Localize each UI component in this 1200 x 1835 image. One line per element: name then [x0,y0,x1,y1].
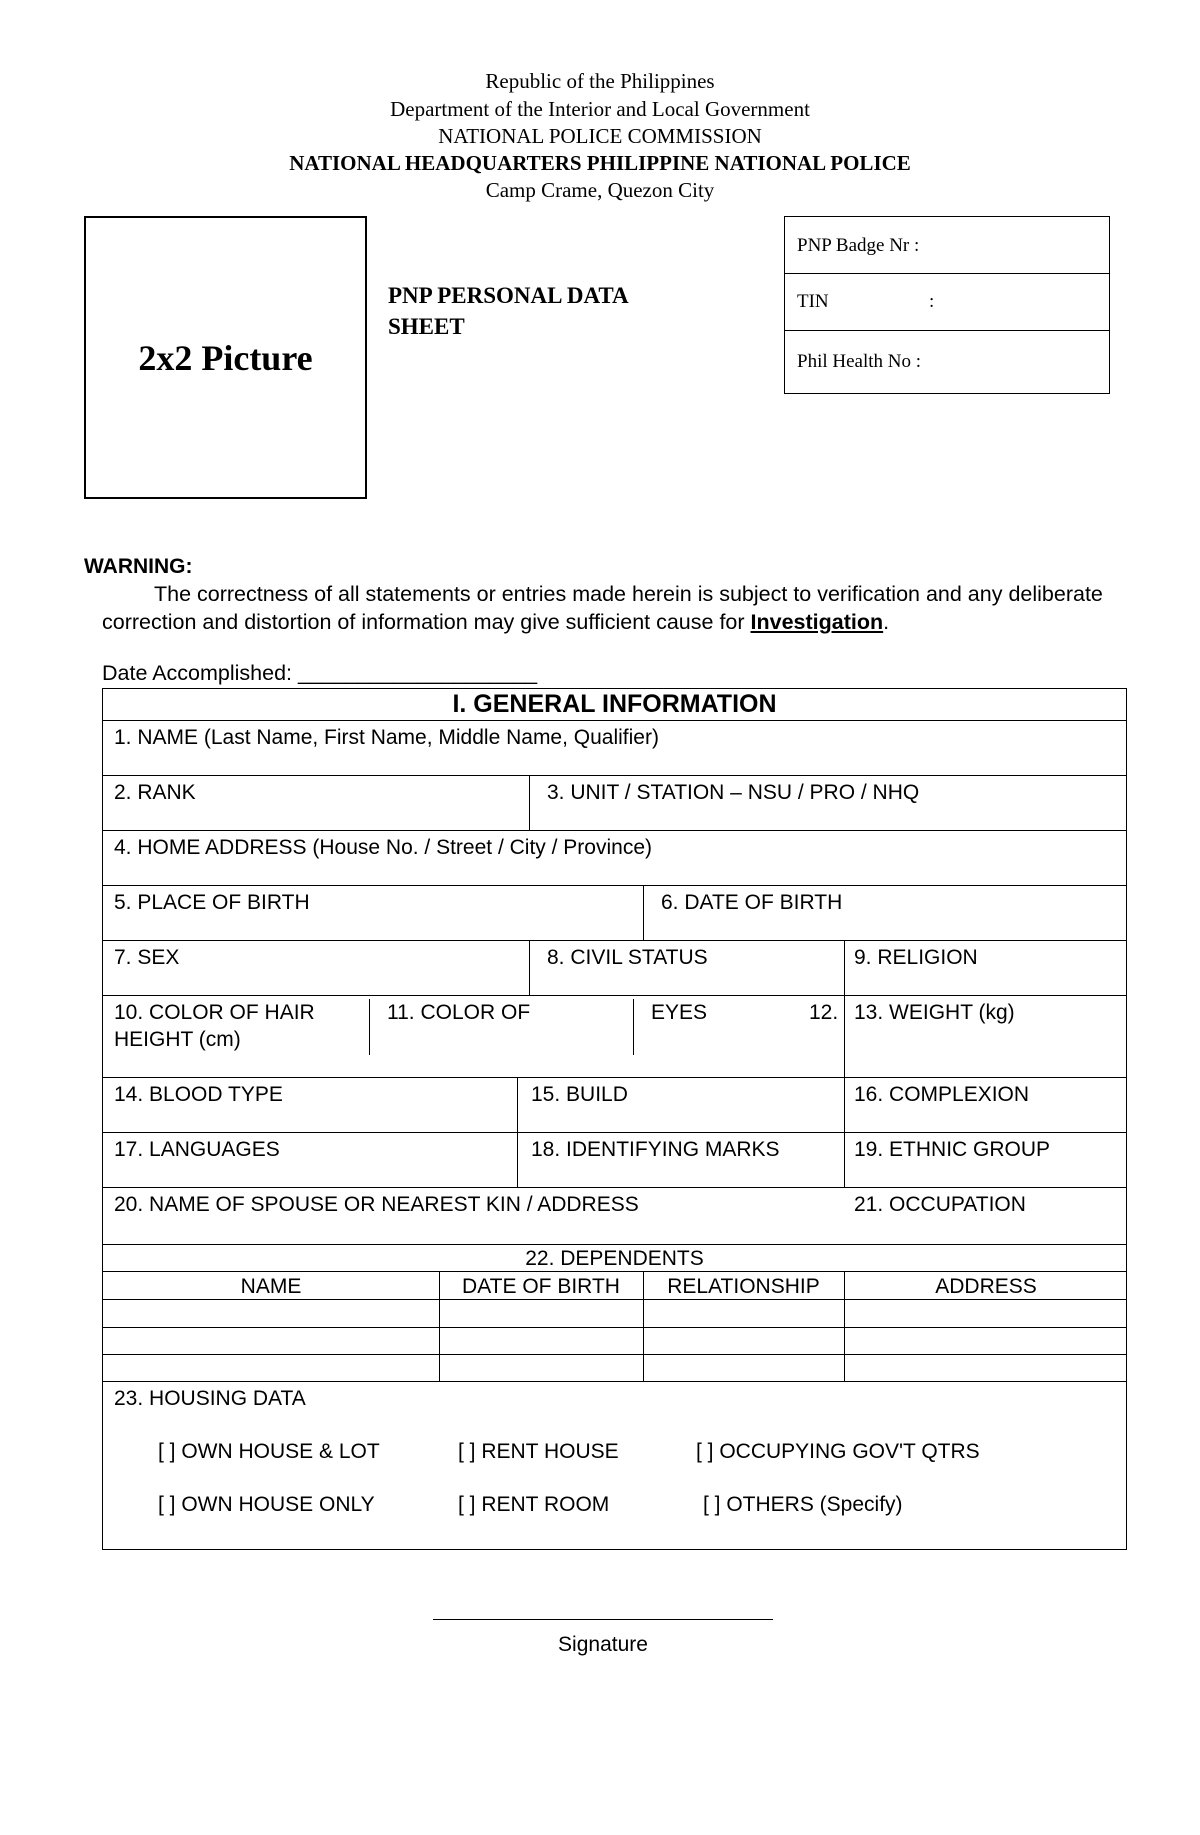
warning-text [102,580,1122,636]
divider [785,273,1109,274]
header-line-napolcom: NATIONAL POLICE COMMISSION [438,124,762,148]
field-place-of-birth[interactable]: 5. PLACE OF BIRTH [114,891,310,914]
field-unit-station[interactable]: 3. UNIT / STATION – NSU / PRO / NHQ [547,781,920,804]
row-line [103,1132,1126,1133]
dependents-col-name: NAME [240,1275,302,1298]
divider [785,330,1109,331]
photo-label: 2x2 Picture [138,337,313,378]
tin-field[interactable] [785,291,1109,313]
field-build[interactable]: 15. BUILD [531,1083,628,1106]
field-occupation[interactable]: 21. OCCUPATION [854,1193,1026,1216]
dependents-col-address: ADDRESS [935,1275,1037,1298]
dependents-title: 22. DEPENDENTS [525,1247,704,1270]
row-line [103,1327,1126,1328]
field-languages[interactable]: 17. LANGUAGES [114,1138,280,1161]
signature-label: Signature [558,1633,648,1656]
col-line [529,940,530,995]
field-home-address[interactable]: 4. HOME ADDRESS (House No. / Street / City / Province) [114,836,652,859]
badge-field[interactable]: PNP Badge Nr : [797,235,920,256]
row-line [103,1187,1126,1188]
form-title-line1: PNP PERSONAL DATA [388,283,629,308]
row-line [103,720,1126,721]
field-eye-color[interactable]: 11. COLOR OF [387,1001,531,1024]
philhealth-field[interactable]: Phil Health No : [797,351,922,372]
field-identifying-marks[interactable]: 18. IDENTIFYING MARKS [531,1138,780,1161]
housing-title: 23. HOUSING DATA [114,1387,306,1410]
row-line [103,1381,1126,1382]
warning-emphasis: Investigation [750,610,884,634]
field-ethnic-group[interactable]: 19. ETHNIC GROUP [854,1138,1051,1161]
housing-others[interactable]: [ ] OTHERS (Specify) [703,1493,903,1516]
housing-own-house-lot[interactable]: [ ] OWN HOUSE & LOT [158,1440,380,1463]
warning-heading: WARNING: [84,555,193,578]
col-line [844,940,845,1187]
row-line [103,1354,1126,1355]
dependents-col-relationship: RELATIONSHIP [667,1275,820,1298]
row-line [103,1077,1126,1078]
field-hair-color[interactable]: 10. COLOR OF HAIR [114,1001,315,1024]
housing-govt-qtrs[interactable]: [ ] OCCUPYING GOV'T QTRS [696,1440,980,1463]
field-spouse-kin[interactable]: 20. NAME OF SPOUSE OR NEAREST KIN / ADDRESS [114,1193,639,1216]
row-line [103,775,1126,776]
form-title-line2: SHEET [388,314,465,339]
col-line [633,999,634,1055]
signature-line[interactable] [433,1619,773,1620]
row-line [103,830,1126,831]
section-title: I. GENERAL INFORMATION [452,690,777,718]
tin-colon: : [929,291,935,312]
field-date-of-birth[interactable]: 6. DATE OF BIRTH [661,891,843,914]
field-religion[interactable]: 9. RELIGION [854,946,978,969]
tin-label: TIN [797,291,829,312]
field-rank[interactable]: 2. RANK [114,781,196,804]
form-title [388,280,629,342]
field-height[interactable]: HEIGHT (cm) [114,1028,241,1051]
field-height-number: 12. [809,1001,839,1024]
photo-box[interactable] [84,216,367,499]
housing-rent-house[interactable]: [ ] RENT HOUSE [458,1440,619,1463]
col-line [529,775,530,830]
header-line-camp: Camp Crame, Quezon City [485,178,715,202]
field-complexion[interactable]: 16. COMPLEXION [854,1083,1030,1106]
field-weight[interactable]: 13. WEIGHT (kg) [854,1001,1015,1024]
warning-end: . [883,610,890,634]
header-line-dilg: Department of the Interior and Local Government [390,97,810,121]
header-line-republic: Republic of the Philippines [485,69,715,93]
field-sex[interactable]: 7. SEX [114,946,180,969]
col-line [517,1077,518,1187]
row-line [103,885,1126,886]
id-box [784,216,1110,394]
field-blood-type[interactable]: 14. BLOOD TYPE [114,1083,283,1106]
general-info-table [102,688,1127,1550]
row-line [103,940,1126,941]
warning-body: The correctness of all statements or entries made herein is subject to verification and any deliberate correction and distortion of information may give sufficient cause for [102,582,1103,634]
row-line [103,995,1126,996]
field-civil-status[interactable]: 8. CIVIL STATUS [547,946,708,969]
dependents-col-dob: DATE OF BIRTH [462,1275,620,1298]
housing-rent-room[interactable]: [ ] RENT ROOM [458,1493,610,1516]
field-eyes: EYES [651,1001,708,1024]
col-line [643,885,644,940]
date-accomplished[interactable]: Date Accomplished: ____________________ [102,661,538,685]
housing-own-house-only[interactable]: [ ] OWN HOUSE ONLY [158,1493,375,1516]
col-line [369,999,370,1055]
field-name[interactable]: 1. NAME (Last Name, First Name, Middle Name, Qualifier) [114,726,659,749]
header-line-nhq: NATIONAL HEADQUARTERS PHILIPPINE NATIONAL POLICE [289,151,911,175]
